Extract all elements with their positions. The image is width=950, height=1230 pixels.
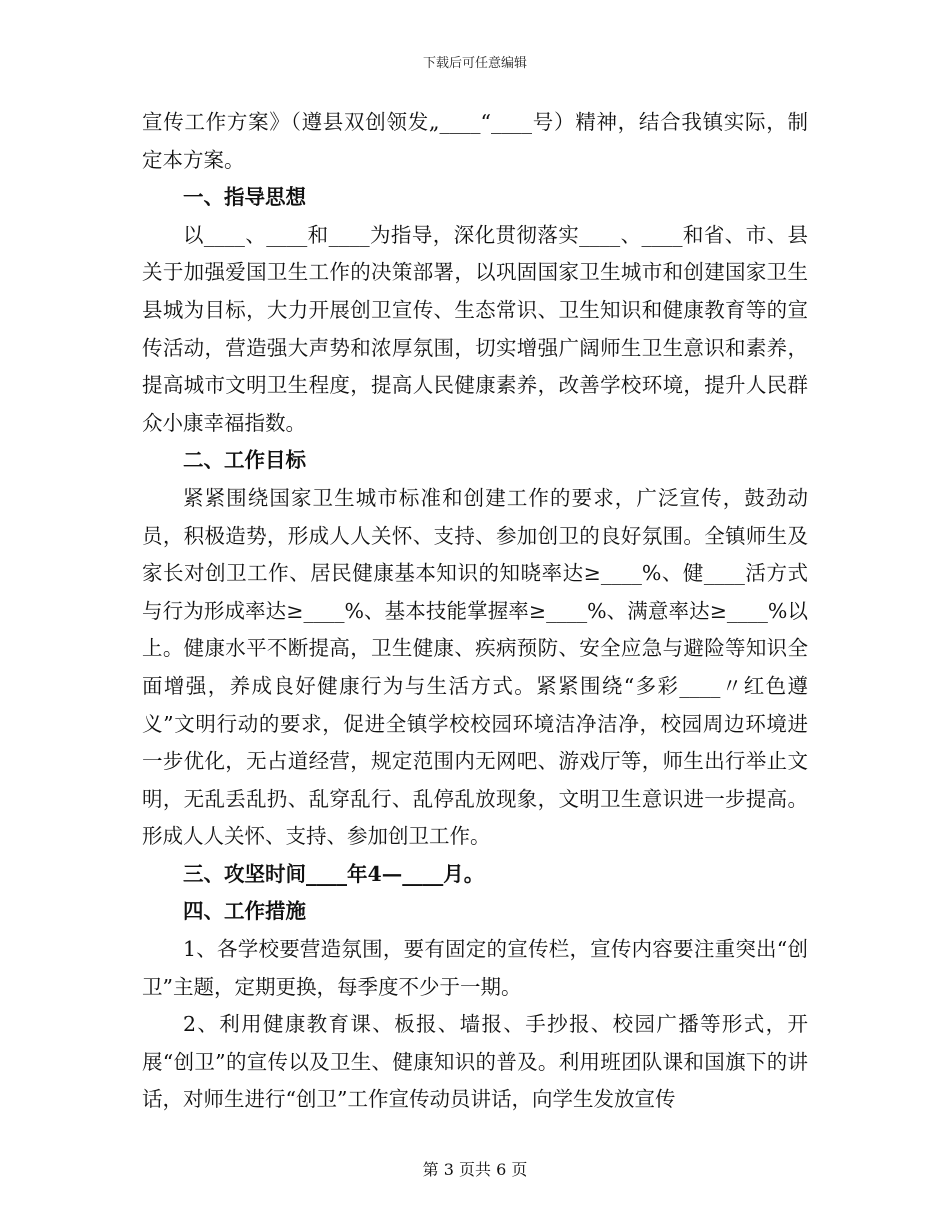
- measure-item-1: 1、各学校要营造氛围，要有固定的宣传栏，宣传内容要注重突出“创卫”主题，定期更换，每季度不少于一期。: [142, 937, 808, 999]
- paragraph-guiding-ideology: 以____、____和____为指导，深化贯彻落实____、____和省、市、县关于加强爱国卫生工作的决策部署，以巩固国家卫生城市和创建国家卫生县城为目标，大力开展创卫宣传、生态常识、卫生知识和健康教育等的宣传活动，营造强大声势和浓厚氛围，切实增强广阔师生卫生意识和素养，提高城市文明卫生程度，提高人民健康素养，改善学校环境，提升人民群众小康幸福指数。: [142, 222, 808, 435]
- intro-paragraph: 宣传工作方案》（遵县双创领发„____“____号）精神，结合我镇实际，制定本方案。: [142, 110, 808, 172]
- paragraph-work-goals: 紧紧围绕国家卫生城市标准和创建工作的要求，广泛宣传，鼓劲动员，积极造势，形成人人关怀、支持、参加创卫的良好氛围。全镇师生及家长对创卫工作、居民健康基本知识的知晓率达≥____%、健____活方式与行为形成率达≥____%、基本技能掌握率≥____%、满意率达≥____%以上。健康水平不断提高，卫生健康、疾病预防、安全应急与避险等知识全面增强，养成良好健康行为与生活方式。紧紧围绕“多彩____〃红色遵义”文明行动的要求，促进全镇学校校园环境洁净洁净，校园周边环境进一步优化，无占道经营，规定范围内无网吧、游戏厅等，师生出行举止文明，无乱丢乱扔、乱穿乱行、乱停乱放现象，文明卫生意识进一步提高。形成人人关怀、支持、参加创卫工作。: [142, 485, 808, 849]
- section-heading-guiding-ideology: 一、指导思想: [183, 185, 306, 210]
- page-header: 下载后可任意编辑: [422, 56, 527, 71]
- page-footer: 第 3 页共 6 页: [422, 1160, 528, 1179]
- section-heading-timeframe: 三、攻坚时间____年4—____月。: [183, 861, 485, 886]
- section-heading-work-measures: 四、工作措施: [183, 899, 306, 924]
- document-body: [142, 104, 808, 1119]
- section-heading-work-goals: 二、工作目标: [183, 448, 306, 473]
- measure-item-2: 2、利用健康教育课、板报、墙报、手抄报、校园广播等形式，开展“创卫”的宣传以及卫生、健康知识的普及。利用班团队课和国旗下的讲话，对师生进行“创卫”工作宣传动员讲话，向学生发放宣传: [142, 1012, 808, 1112]
